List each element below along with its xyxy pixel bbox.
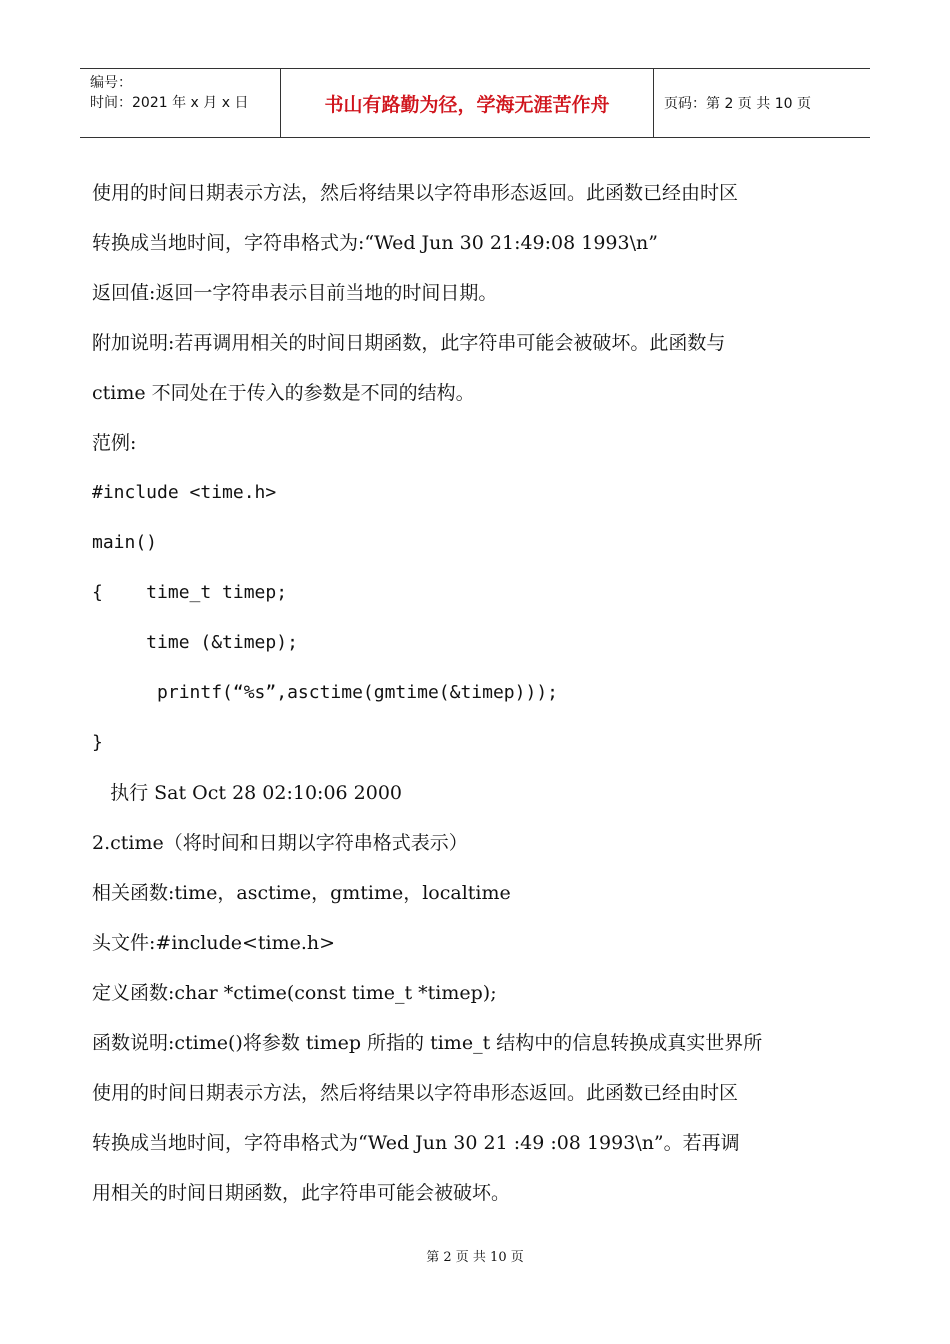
page-footer: 第 2 页 共 10 页 — [426, 1250, 524, 1265]
body-line: 转换成当地时间，字符串格式为“Wed Jun 30 21 :49 :08 1993\n”。若再调 — [92, 1132, 740, 1154]
body-line: 附加说明:若再调用相关的时间日期函数，此字符串可能会被破坏。此函数与 — [92, 332, 726, 354]
document-body — [92, 168, 872, 1218]
body-line: 范例: — [92, 432, 137, 454]
body-line: 用相关的时间日期函数，此字符串可能会被破坏。 — [92, 1182, 511, 1204]
header-motto: 书山有路勤为径，学海无涯苦作舟 — [281, 69, 654, 137]
body-line: 定义函数:char *ctime(const time_t *timep); — [92, 982, 497, 1004]
body-line: 头文件:#include<time.h> — [92, 932, 336, 954]
code-line: #include <time.h> — [92, 482, 277, 503]
serial-label: 编号： — [90, 75, 132, 91]
date-label: 时间：2021 年 x 月 x 日 — [90, 95, 249, 111]
body-line: 使用的时间日期表示方法，然后将结果以字符串形态返回。此函数已经由时区 — [92, 182, 739, 204]
code-line: time (&timep); — [92, 632, 298, 653]
code-line: { time_t timep; — [92, 582, 288, 603]
output-line: 执行 Sat Oct 28 02:10:06 2000 — [92, 782, 403, 804]
code-line: main() — [92, 532, 158, 553]
header-page-info: 页码：第 2 页 共 10 页 — [664, 96, 811, 112]
body-line: 返回值:返回一字符串表示目前当地的时间日期。 — [92, 282, 498, 304]
body-line: 相关函数:time，asctime，gmtime，localtime — [92, 882, 511, 904]
body-line: ctime 不同处在于传入的参数是不同的结构。 — [92, 382, 475, 404]
body-line: 函数说明:ctime()将参数 timep 所指的 time_t 结构中的信息转换成真实世界所 — [92, 1032, 763, 1054]
page-header — [80, 68, 870, 138]
body-line: 使用的时间日期表示方法，然后将结果以字符串形态返回。此函数已经由时区 — [92, 1082, 739, 1104]
code-line: printf(“%s”,asctime(gmtime(&timep))); — [92, 682, 558, 703]
section-heading: 2.ctime（将时间和日期以字符串格式表示） — [92, 832, 468, 854]
code-line: } — [92, 732, 103, 753]
header-meta — [80, 69, 281, 137]
body-line: 转换成当地时间，字符串格式为:“Wed Jun 30 21:49:08 1993\n” — [92, 232, 658, 254]
